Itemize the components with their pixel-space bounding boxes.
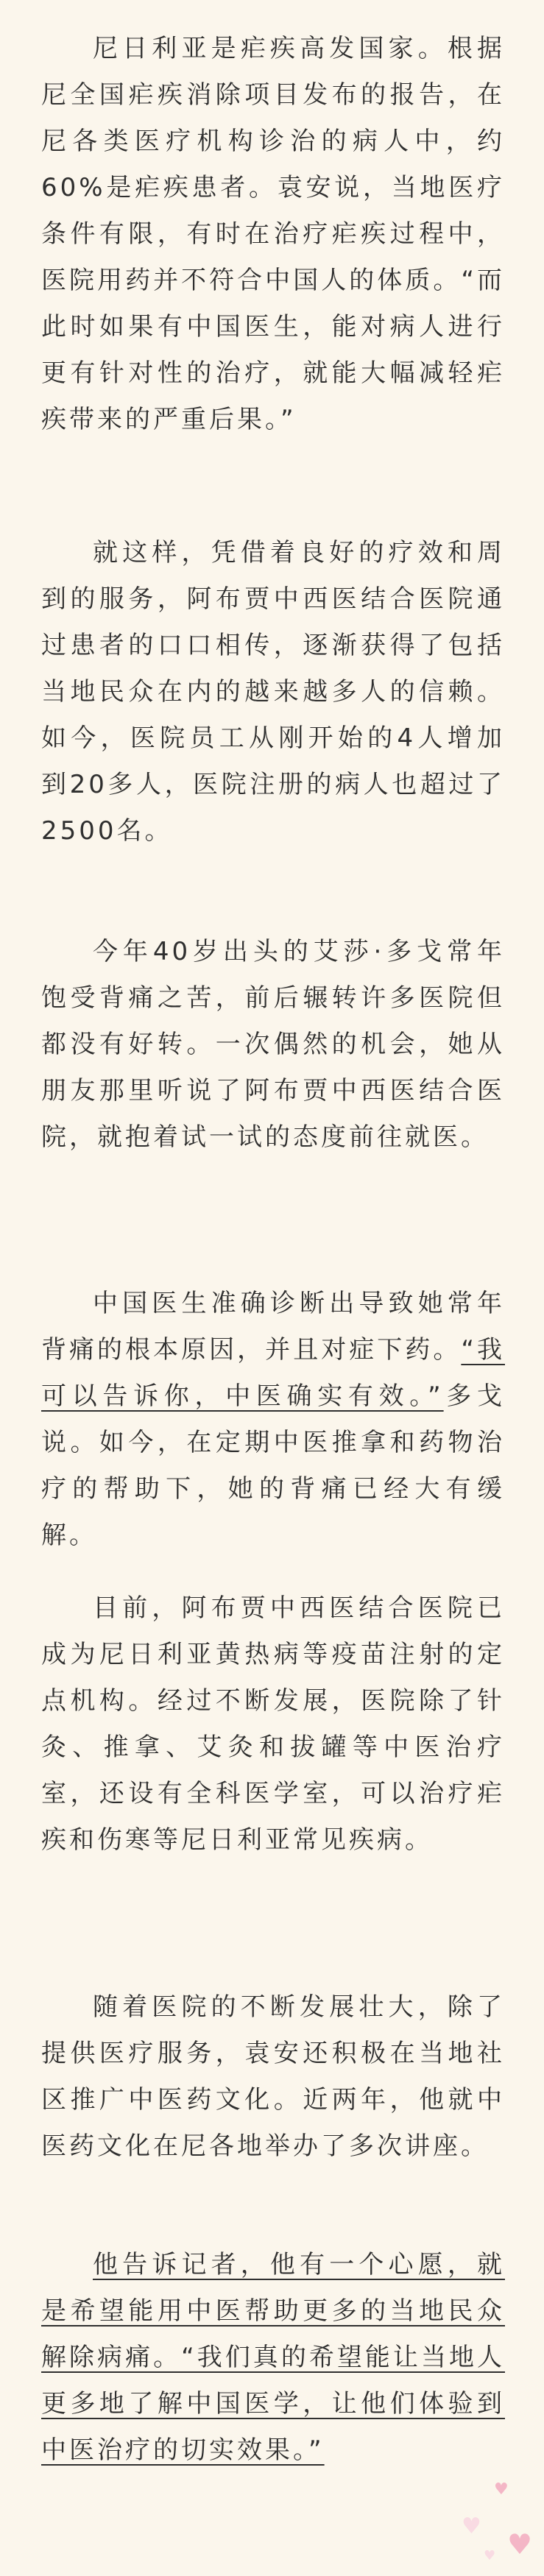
underlined-quote: “我可以告诉你，中医确实有效。” xyxy=(41,1335,505,1411)
paragraph-culture xyxy=(41,1984,505,2170)
paragraph-text: 就这样，凭借着良好的疗效和周到的服务，阿布贾中西医结合医院通过患者的口口相传，逐渐获得了包括当地民众在内的越来越多人的信赖。如今，医院员工从刚开始的4人增加到20多人，医院注册的病人也超过了2500名。 xyxy=(41,538,505,846)
paragraph-reputation xyxy=(41,530,505,854)
heart-icon: ♥ xyxy=(507,2528,533,2561)
paragraph-hospital-status xyxy=(41,1585,505,1864)
paragraph-text: 随着医院的不断发展壮大，除了提供医疗服务，袁安还积极在当地社区推广中医药文化。近两年，他就中医药文化在尼各地举办了多次讲座。 xyxy=(41,1992,505,2161)
paragraph-text: 今年40岁出头的艾莎·多戈常年饱受背痛之苦，前后辗转许多医院但都没有好转。一次偶然的机会，她从朋友那里听说了阿布贾中西医结合医院，就抱着试一试的态度前往就医。 xyxy=(41,937,505,1152)
heart-icon: ♥ xyxy=(494,2480,509,2499)
hearts-decoration-icon xyxy=(397,2473,544,2576)
heart-icon: ♥ xyxy=(462,2513,481,2539)
paragraph-text: 多戈说。如今，在定期中医推拿和药物治疗的帮助下，她的背痛已经大有缓解。 xyxy=(41,1381,505,1550)
paragraph-wish xyxy=(41,2242,505,2474)
paragraph-text: 目前，阿布贾中西医结合医院已成为尼日利亚黄热病等疫苗注射的定点机构。经过不断发展，医院除了针灸、推拿、艾灸和拔罐等中医治疗室，还设有全科医学室，可以治疗疟疾和伤寒等尼日利亚常见疾病。 xyxy=(41,1593,505,1855)
underlined-quote: 他告诉记者，他有一个心愿，就是希望能用中医帮助更多的当地民众解除病痛。“我们真的希望能让当地人更多地了解中国医学，让他们体验到中医治疗的切实效果。” xyxy=(41,2250,505,2465)
paragraph-malaria xyxy=(41,26,505,443)
paragraph-diagnosis xyxy=(41,1281,505,1559)
heart-icon: ♥ xyxy=(484,2548,496,2563)
paragraph-patient-story xyxy=(41,929,505,1161)
paragraph-text: 尼日利亚是疟疾高发国家。根据尼全国疟疾消除项目发布的报告，在尼各类医疗机构诊治的病人中，约60%是疟疾患者。袁安说，当地医疗条件有限，有时在治疗疟疾过程中，医院用药并不符合中国人的体质。“而此时如果有中国医生，能对病人进行更有针对性的治疗，就能大幅减轻疟疾带来的严重后果。” xyxy=(41,34,505,434)
paragraph-text: 中国医生准确诊断出导致她常年背痛的根本原因，并且对症下药。 xyxy=(41,1289,505,1365)
